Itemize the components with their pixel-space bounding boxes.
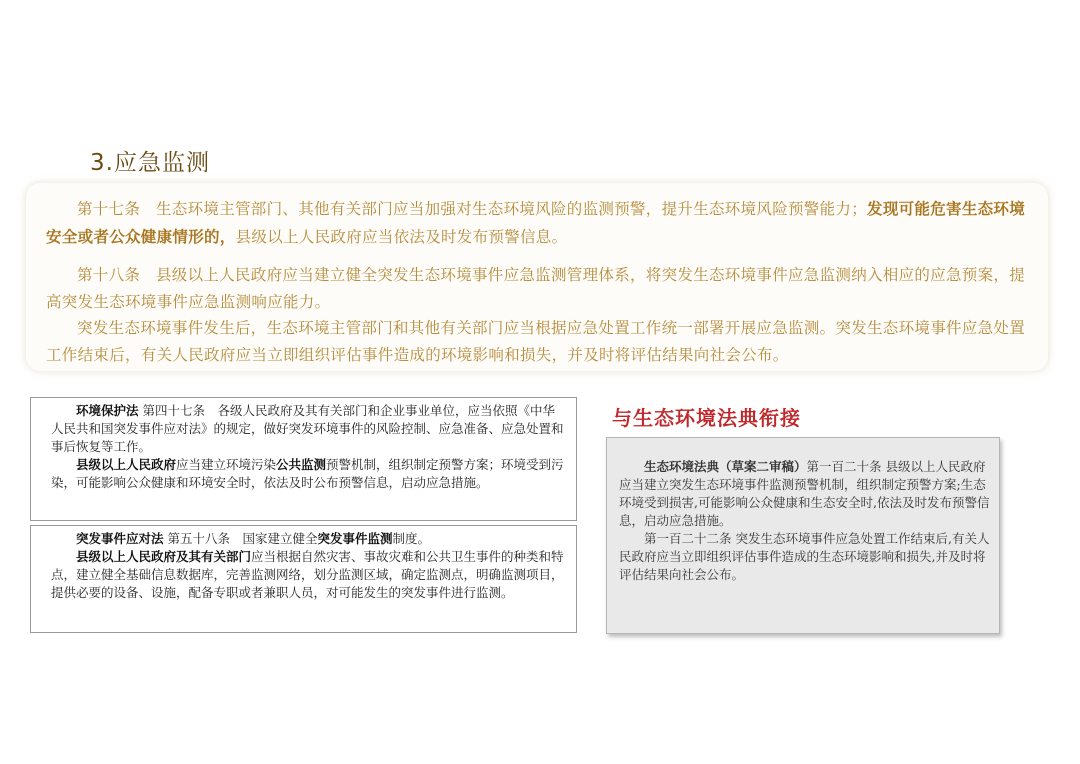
eco-code-p1-rest: 第一百二十条 县级以上人民政府应当建立突发生态环境事件监测预警机制，组织制定预警方案;生态环境受到损害,可能影响公众健康和生态安全时,依法及时发布预警信息，启动应急措施。 <box>619 459 990 528</box>
emergency-law-para2 <box>51 548 566 602</box>
emergency-law-name: 突发事件应对法 <box>76 531 164 546</box>
env-law-para2 <box>51 456 566 492</box>
emergency-law-p1-mid: 第五十八条 国家建立健全 <box>163 531 318 546</box>
eco-code-box <box>606 437 1000 634</box>
article-18-para1: 第十八条 县级以上人民政府应当建立健全突发生态环境事件应急监测管理体系，将突发生态环境事件应急监测纳入相应的应急预案，提高突发生态环境事件应急监测响应能力。 <box>46 266 1026 311</box>
eco-code-para1 <box>619 458 991 530</box>
emergency-law-p2-bold: 县级以上人民政府及其有关部门 <box>76 549 252 564</box>
env-law-name: 环境保护法 <box>76 403 139 418</box>
eco-code-bold: 生态环境法典（草案二审稿） <box>644 459 807 474</box>
article-17-bold: 发现可能危害生态环境安全或者公众健康情形的， <box>46 199 1026 246</box>
env-protection-law-box <box>30 397 577 521</box>
emergency-law-p1-end: 制度。 <box>392 531 431 546</box>
env-law-p2-bold2: 公共监测 <box>276 457 327 472</box>
env-law-p2-bold1: 县级以上人民政府 <box>76 457 177 472</box>
emergency-law-p2-rest: 应当根据自然灾害、事故灾难和公共卫生事件的种类和特点，建立健全基础信息数据库，完善监测网络，划分监测区域，确定监测点，明确监测项目，提供必要的设备、设施，配备专职或者兼职人员，对可能发生的突发事件进行监测。 <box>51 549 564 600</box>
code-link-title: 与生态环境法典衔接 <box>612 406 801 430</box>
article-18-para2: 突发生态环境事件发生后，生态环境主管部门和其他有关部门应当根据应急处置工作统一部署开展应急监测。突发生态环境事件应急处置工作结束后，有关人民政府应当立即组织评估事件造成的环境影响和损失，并及时将评估结果向社会公布。 <box>46 319 1026 364</box>
env-law-p2-mid: 应当建立环境污染 <box>176 457 277 472</box>
article-17-suffix: 县级以上人民政府应当依法及时发布预警信息。 <box>235 228 568 246</box>
env-law-p1-text: 第四十七条 各级人民政府及其有关部门和企业事业单位，应当依照《中华人民共和国突发事件应对法》的规定，做好突发环境事件的风险控制、应急准备、应急处置和事后恢复等工作。 <box>51 403 564 454</box>
env-law-p2-rest: 预警机制，组织制定预警方案；环境受到污染，可能影响公众健康和环境安全时，依法及时公布预警信息，启动应急措施。 <box>51 457 564 490</box>
eco-code-para2: 第一百二十二条 突发生态环境事件应急处置工作结束后,有关人民政府应当立即组织评估事件造成的生态环境影响和损失,并及时将评估结果向社会公布。 <box>619 531 990 582</box>
emergency-law-para1 <box>51 530 566 548</box>
emergency-response-law-box <box>30 525 577 633</box>
article-17 <box>46 195 1026 251</box>
env-law-para1 <box>51 402 566 456</box>
emergency-law-p1-bold: 突发事件监测 <box>317 531 393 546</box>
section-title: 3.应急监测 <box>90 150 210 176</box>
article-17-prefix: 第十七条 生态环境主管部门、其他有关部门应当加强对生态环境风险的监测预警，提升生态环境风险预警能力； <box>77 200 868 218</box>
